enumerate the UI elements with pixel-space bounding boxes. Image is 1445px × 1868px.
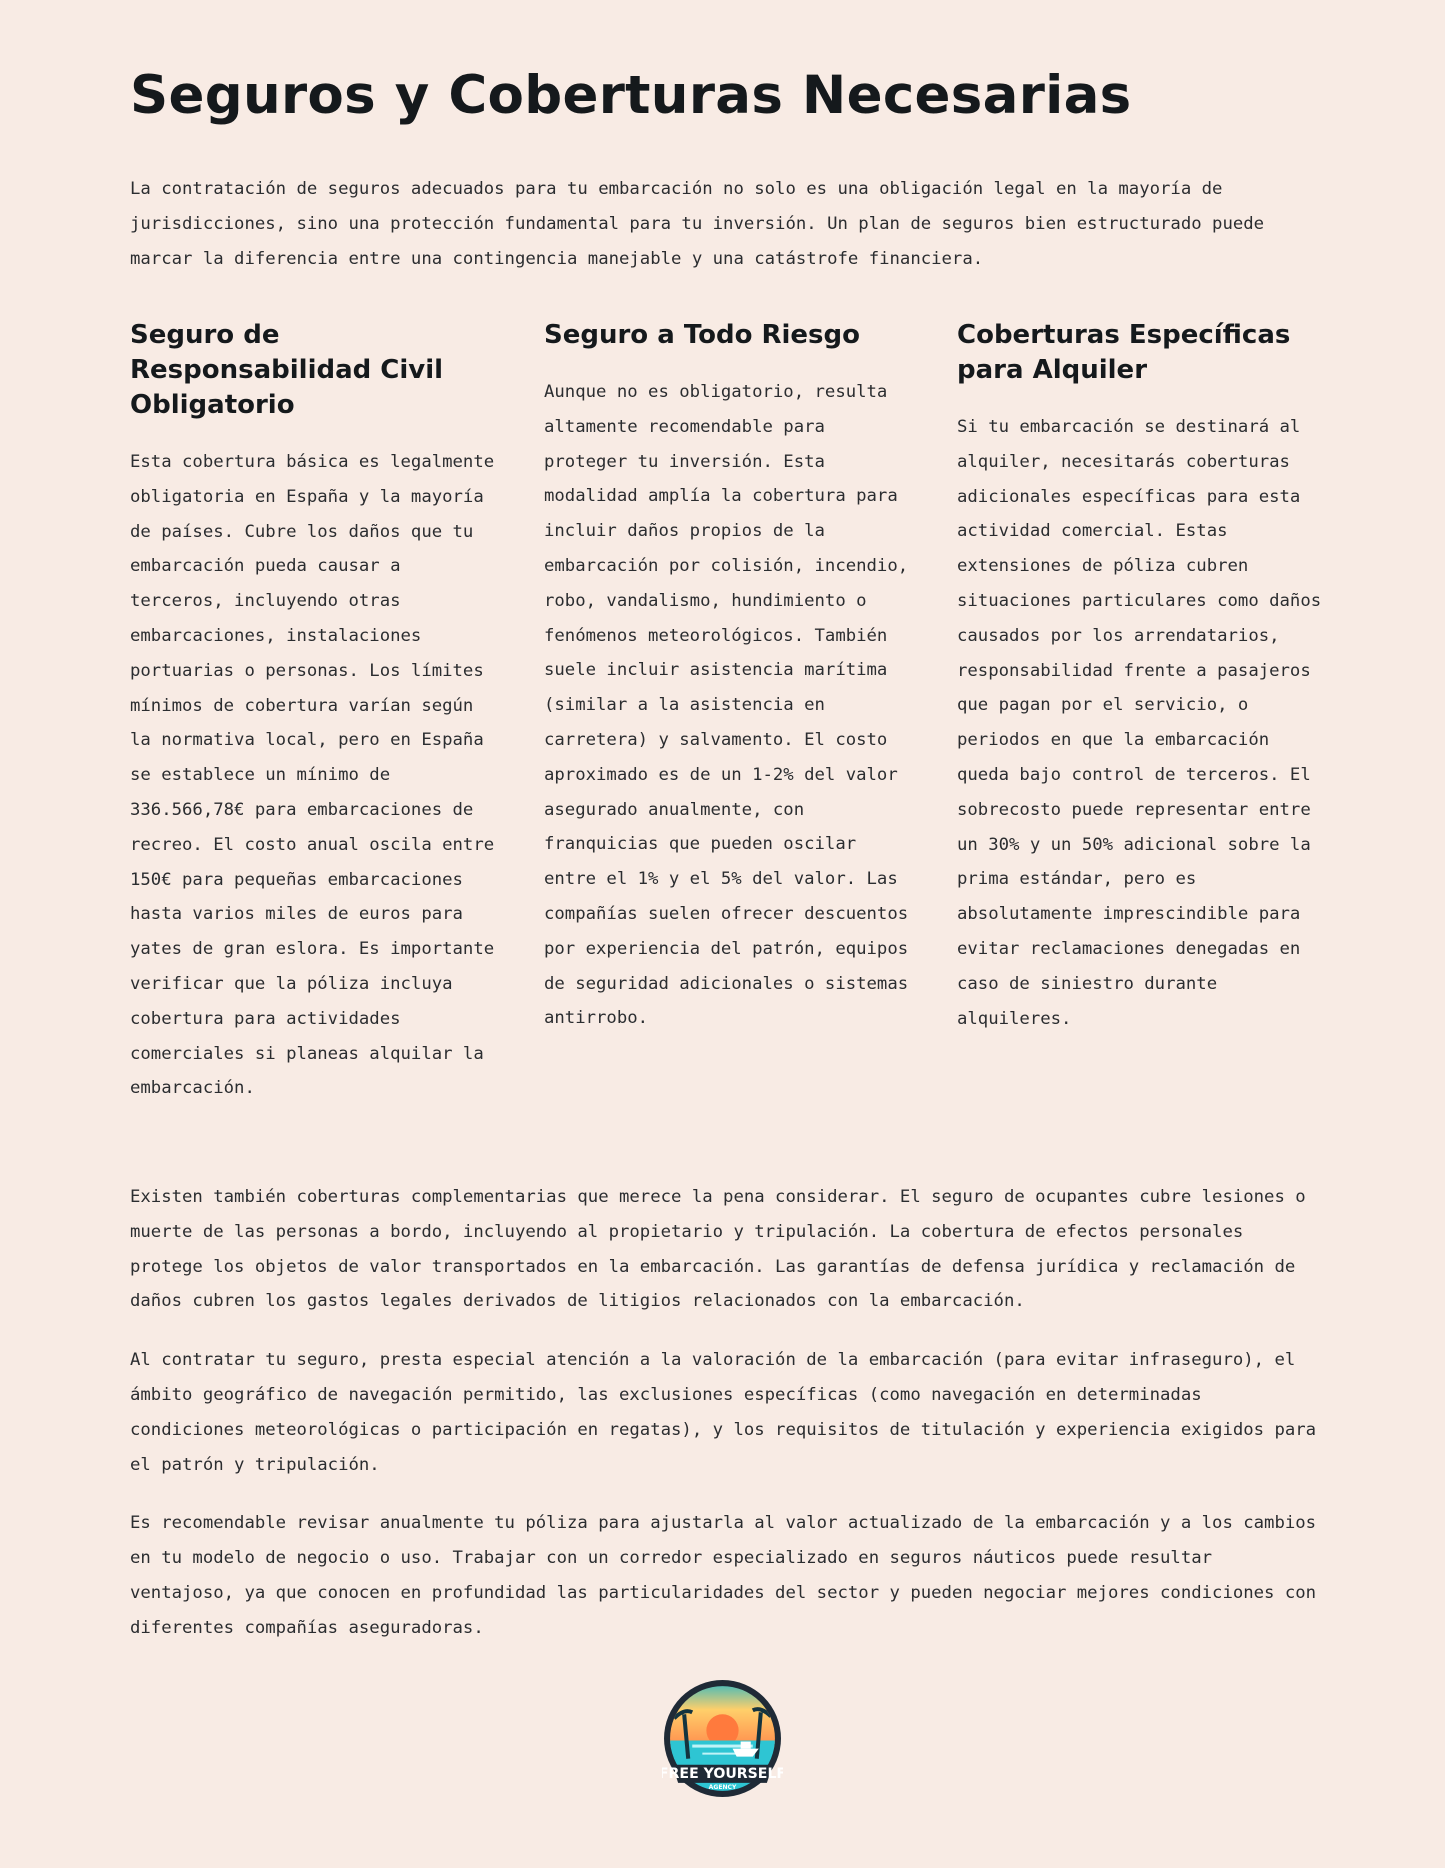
column-civil-liability (130, 318, 495, 1106)
page-title: Seguros y Coberturas Necesarias (130, 65, 1132, 126)
logo-subtext: AGENCY (708, 1783, 737, 1791)
closing-section (130, 1180, 1320, 1670)
column-text: Esta cobertura básica es legalmente obligatoria en España y la mayoría de países. Cubre los daños que tu embarcación pueda causar a terceros, incluyendo otras embarcaciones, instalaciones portuarias o personas. Los límites mínimos de cobertura varían según la normativa local, pero en España se establece un mínimo de 336.566,78€ para embarcaciones de recreo. El costo anual oscila entre 150€ para pequeñas embarcaciones hasta varios miles de euros para yates de gran eslora. Es importante verificar que la póliza incluya cobertura para actividades comerciales si planeas alquilar la embarcación. (130, 452, 495, 1099)
agency-logo (662, 1678, 783, 1799)
column-text: Si tu embarcación se destinará al alquiler, necesitarás coberturas adicionales específicas para esta actividad comercial. Estas extensiones de póliza cubren situaciones particulares como daños causados por los arrendatarios, responsabilidad frente a pasajeros que pagan por el servicio, o periodos en que la embarcación queda bajo control de terceros. El sobrecosto puede representar entre un 30% y un 50% adicional sobre la prima estándar, pero es absolutamente imprescindible para evitar reclamaciones denegadas en caso de siniestro durante alquileres. (957, 417, 1322, 1029)
column-text: Aunque no es obligatorio, resulta altamente recomendable para proteger tu inversión. Esta modalidad amplía la cobertura para incluir daños propios de la embarcación por colisión, incendio, robo, vandalismo, hundimiento o fenómenos meteorológicos. También suele incluir asistencia marítima (similar a la asistencia en carretera) y salvamento. El costo aproximado es de un 1-2% del valor asegurado anualmente, con franquicias que pueden oscilar entre el 1% y el 5% del valor. Las compañías suelen ofrecer descuentos por experiencia del patrón, equipos de seguridad adicionales o sistemas antirrobo. (544, 382, 909, 1029)
paragraph-complementary: Existen también coberturas complementarias que merece la pena considerar. El seguro de ocupantes cubre lesiones o muerte de las personas a bordo, incluyendo al propietario y tripulación. La cobertura de efectos personales protege los objetos de valor transportados en la embarcación. Las garantías de defensa jurídica y reclamación de daños cubren los gastos legales derivados de litigios relacionados con la embarcación. (130, 1187, 1306, 1312)
paragraph-review: Es recomendable revisar anualmente tu póliza para ajustarla al valor actualizado de la embarcación y a los cambios en tu modelo de negocio o uso. Trabajar con un corredor especializado en seguros náuticos puede resultar ventajoso, ya que conocen en profundidad las particularidades del sector y pueden negociar mejores condiciones con diferentes compañías aseguradoras. (130, 1513, 1317, 1638)
column-title: Seguro de Responsabilidad Civil Obligatorio (130, 320, 444, 420)
column-title: Coberturas Específicas para Alquiler (957, 320, 1291, 385)
paragraph-contracting: Al contratar tu seguro, presta especial atención a la valoración de la embarcación (para evitar infraseguro), el ámbito geográfico de navegación permitido, las exclusiones específicas (como navegación en determinadas condiciones meteorológicas o participación en regatas), y los requisitos de titulación y experiencia exigidos para el patrón y tripulación. (130, 1350, 1317, 1475)
logo-emblem-icon (662, 1678, 783, 1799)
document-page (130, 0, 1322, 1638)
column-all-risk (544, 318, 909, 1036)
column-title: Seguro a Todo Riesgo (544, 320, 860, 350)
column-rental-coverage (957, 318, 1322, 1036)
intro-paragraph: La contratación de seguros adecuados para tu embarcación no solo es una obligación legal en la mayoría de jurisdicciones, sino una protección fundamental para tu inversión. Un plan de seguros bien estructurado puede marcar la diferencia entre una contingencia manejable y una catástrofe financiera. (130, 179, 1265, 269)
logo-text: FREE YOURSELF (662, 1765, 783, 1782)
